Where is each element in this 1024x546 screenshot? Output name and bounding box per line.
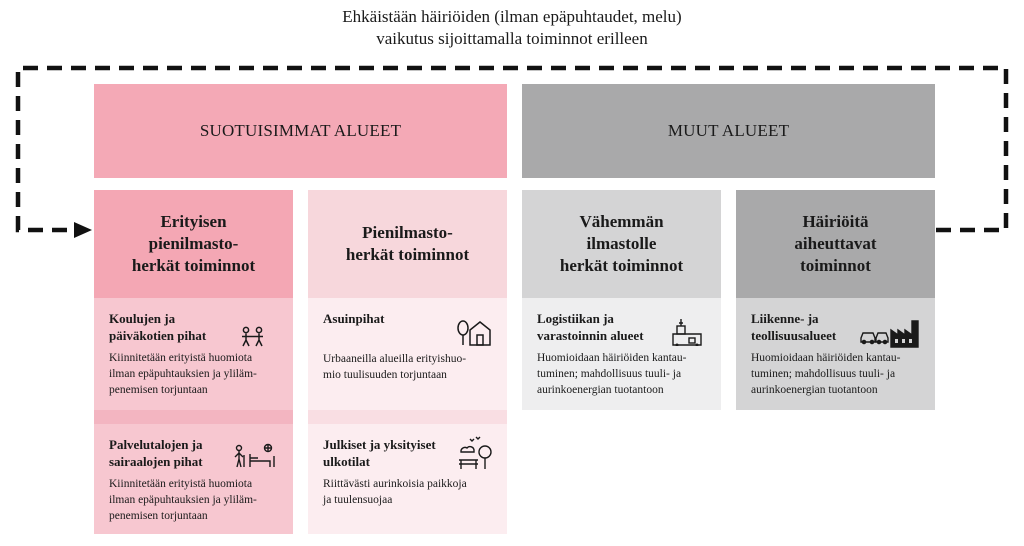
card-desc-line: Riittävästi aurinkoisia paikkoja <box>323 478 467 490</box>
title-line: Ehkäistään häiriöiden (ilman epäpuhtaudet, melu) <box>342 7 682 26</box>
card-desc-line: tuminen; mahdollisuus tuuli- ja <box>751 368 896 380</box>
card-title-line: Logistiikan ja <box>537 311 614 326</box>
card-title-line: teollisuusalueet <box>751 328 837 343</box>
children-icon <box>240 326 266 348</box>
category-title-line: herkät toiminnot <box>559 256 684 275</box>
group-label: SUOTUISIMMAT ALUEET <box>199 121 402 140</box>
card-desc-line: mio tuulisuuden torjuntaan <box>323 369 447 381</box>
category-title-line: Erityisen <box>160 212 227 231</box>
category-card <box>308 424 507 534</box>
card-title-line: Palvelutalojen ja <box>109 437 203 452</box>
card-title-line: ulkotilat <box>323 454 370 469</box>
category-card <box>522 298 721 410</box>
category-card <box>94 298 293 410</box>
title-line: vaikutus sijoittamalla toiminnot erilleen <box>376 29 648 48</box>
card-desc-line: tuminen; mahdollisuus tuuli- ja <box>537 368 682 380</box>
category-title-line: pienilmasto- <box>148 234 239 253</box>
category-title-line: aiheuttavat <box>794 234 877 253</box>
card-desc-line: Huomioidaan häiriöiden kantau- <box>537 352 687 364</box>
card-divider <box>308 410 507 424</box>
category-header <box>308 190 507 298</box>
elderly-care-icon <box>234 442 278 468</box>
park-bench-icon <box>456 434 496 470</box>
card-title-line: sairaalojen pihat <box>109 454 203 469</box>
card-description <box>109 350 279 398</box>
crane-icon <box>672 318 702 346</box>
card-description <box>109 476 279 524</box>
cars-factory-icon <box>860 318 920 348</box>
card-divider <box>94 410 293 424</box>
category-header <box>522 190 721 298</box>
arrowhead <box>74 222 92 238</box>
card-title-line: Asuinpihat <box>323 311 385 326</box>
card-title-line: Koulujen ja <box>109 311 176 326</box>
category-card <box>94 424 293 534</box>
category-title-line: herkät toiminnot <box>345 245 470 264</box>
card-description <box>323 351 493 383</box>
card-desc-line: penemisen torjuntaan <box>109 384 208 396</box>
category-card <box>736 298 935 410</box>
category-title-line: ilmastolle <box>586 234 657 253</box>
category-header <box>94 190 293 298</box>
group-header-other <box>522 84 935 178</box>
card-desc-line: ilman epäpuhtauksien ja yliläm- <box>109 494 257 506</box>
card-desc-line: Kiinnitetään erityistä huomiota <box>109 478 253 490</box>
card-desc-line: Kiinnitetään erityistä huomiota <box>109 352 253 364</box>
category-title-line: Häiriöitä <box>802 212 869 231</box>
house-tree-icon <box>456 318 492 346</box>
card-desc-line: Urbaaneilla alueilla erityishuo- <box>323 353 467 365</box>
card-desc-line: Huomioidaan häiriöiden kantau- <box>751 352 901 364</box>
card-description <box>323 476 493 508</box>
card-title-line: varastoinnin alueet <box>537 328 644 343</box>
card-desc-line: penemisen torjuntaan <box>109 510 208 522</box>
group-header-favorable <box>94 84 507 178</box>
category-card <box>308 298 507 410</box>
card-desc-line: aurinkoenergian tuotantoon <box>537 384 664 396</box>
card-title-line: päiväkotien pihat <box>109 328 207 343</box>
group-label: MUUT ALUEET <box>667 121 790 140</box>
category-header <box>736 190 935 298</box>
card-description <box>751 350 921 398</box>
category-title-line: herkät toiminnot <box>131 256 256 275</box>
category-title-line: Pienilmasto- <box>362 223 453 242</box>
card-desc-line: ilman epäpuhtauksien ja yliläm- <box>109 368 257 380</box>
category-title-line: toiminnot <box>800 256 871 275</box>
card-title-line: Liikenne- ja <box>751 311 819 326</box>
card-description <box>537 350 707 398</box>
card-desc-line: aurinkoenergian tuotantoon <box>751 384 878 396</box>
category-title-line: Vähemmän <box>579 212 664 231</box>
card-title-line: Julkiset ja yksityiset <box>323 437 436 452</box>
card-desc-line: ja tuulensuojaa <box>323 494 393 506</box>
